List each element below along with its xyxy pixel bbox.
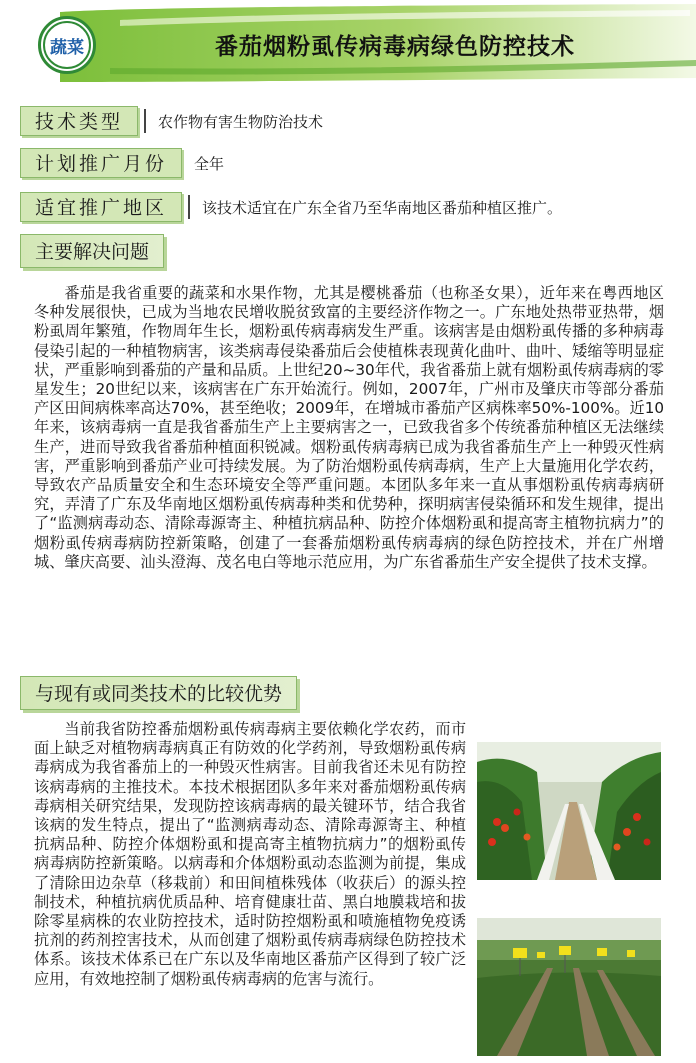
problem-paragraph: 番茄是我省重要的蔬菜和水果作物，尤其是樱桃番茄（也称圣女果），近年来在粤西地区冬种发展很快，已成为当地农民增收脱贫致富的主要经济作物之一。广东地处热带亚热带，烟粉虱周年繁殖，作物周年生长，烟粉虱传病毒病发生严重。该病害是由烟粉虱传播的多种病毒侵染引起的一种植物病害，该类病毒侵染番茄后会使植株表现黄化曲叶、曲叶、矮缩等明显症状，严重影响到番茄的产量和品质。上世纪20~30年代，我省番茄上就有烟粉虱传病毒病的零星发生；20世纪以来，该病害在广东开始流行。例如，2007年，广州市及肇庆市等部分番茄产区田间病株率高达70%，甚至绝收；2009年，在增城市番茄产区病株率50%-100%。近10年来，该病毒病一直是我省番茄生产上主要病害之一，已致我省多个传统番茄种植区无法继续生产，进而导致我省番茄种植面积锐减。烟粉虱传病毒病已成为我省番茄生产上一种毁灭性病害，严重影响到番茄产业可持续发展。为了防治烟粉虱传病毒病，生产上大量施用化学农药，导致农产品质量安全和生态环境安全等严重问题。本团队多年来一直从事烟粉虱传病毒病研究，弄清了广东及华南地区烟粉虱传病毒种类和优势种，探明病害侵染循环和发生规律，提出了“监测病毒动态、清除毒源寄主、种植抗病品种、防控介体烟粉虱和提高寄主植物抗病力”的烟粉虱传病毒病防控新策略，创建了一套番茄烟粉虱传病毒病的绿色防控技术，并在广州增城、肇庆高要、汕头澄海、茂名电白等地示范应用，为广东省番茄生产安全提供了技术支撑。 (34, 284, 665, 571)
greenhouse-tomato-photo (477, 742, 661, 880)
problem-section-title: 主要解决问题 (20, 234, 164, 268)
month-value: 全年 (194, 154, 225, 173)
field-sticky-trap-photo (477, 918, 661, 1056)
region-value: 该技术适宜在广东全省乃至华南地区番茄种植区推广。 (202, 198, 563, 217)
advantage-section-header (20, 676, 297, 710)
region-label: 适宜推广地区 (20, 192, 182, 222)
category-badge (38, 16, 96, 74)
page-title: 番茄烟粉虱传病毒病绿色防控技术 (215, 34, 575, 60)
category-badge-text: 蔬菜 (43, 21, 91, 69)
divider (188, 195, 190, 219)
problem-section-header (20, 234, 164, 268)
tech-type-label: 技术类型 (20, 106, 138, 136)
month-label: 计划推广月份 (20, 148, 182, 178)
region-row (20, 192, 562, 222)
advantage-paragraph: 当前我省防控番茄烟粉虱传病毒病主要依赖化学农药，而市面上缺乏对植物病毒病真正有防效的化学药剂，导致烟粉虱传病毒病成为我省番茄上的一种毁灭性病害。目前我省还未见有防控该病毒病的主推技术。本技术根据团队多年来对番茄烟粉虱传病毒病相关研究结果，发现防控该病毒病的最关键环节，结合我省该病的发生特点，提出了“监测病毒动态、清除毒源寄主、种植抗病品种、防控介体烟粉虱和提高寄主植物抗病力”的烟粉虱传病毒病防控新策略。以病毒和介体烟粉虱动态监测为前提，集成了清除田边杂草（移栽前）和田间植株残体（收获后）的源头控制技术，种植抗病优质品种、培育健康壮苗、黑白地膜栽培和拔除零星病株的农业防控技术，适时防控烟粉虱和喷施植物免疫诱抗剂的药剂控害技术，从而创建了烟粉虱传病毒病绿色防控技术体系。该技术体系已在广东以及华南地区番茄产区得到了较广泛应用，有效地控制了烟粉虱传病毒病的危害与流行。 (34, 720, 466, 988)
advantage-section-title: 与现有或同类技术的比较优势 (20, 676, 297, 710)
divider (144, 109, 146, 133)
header-banner (0, 0, 696, 90)
tech-type-value: 农作物有害生物防治技术 (158, 112, 324, 131)
tech-type-row (20, 106, 323, 136)
month-row (20, 148, 224, 178)
